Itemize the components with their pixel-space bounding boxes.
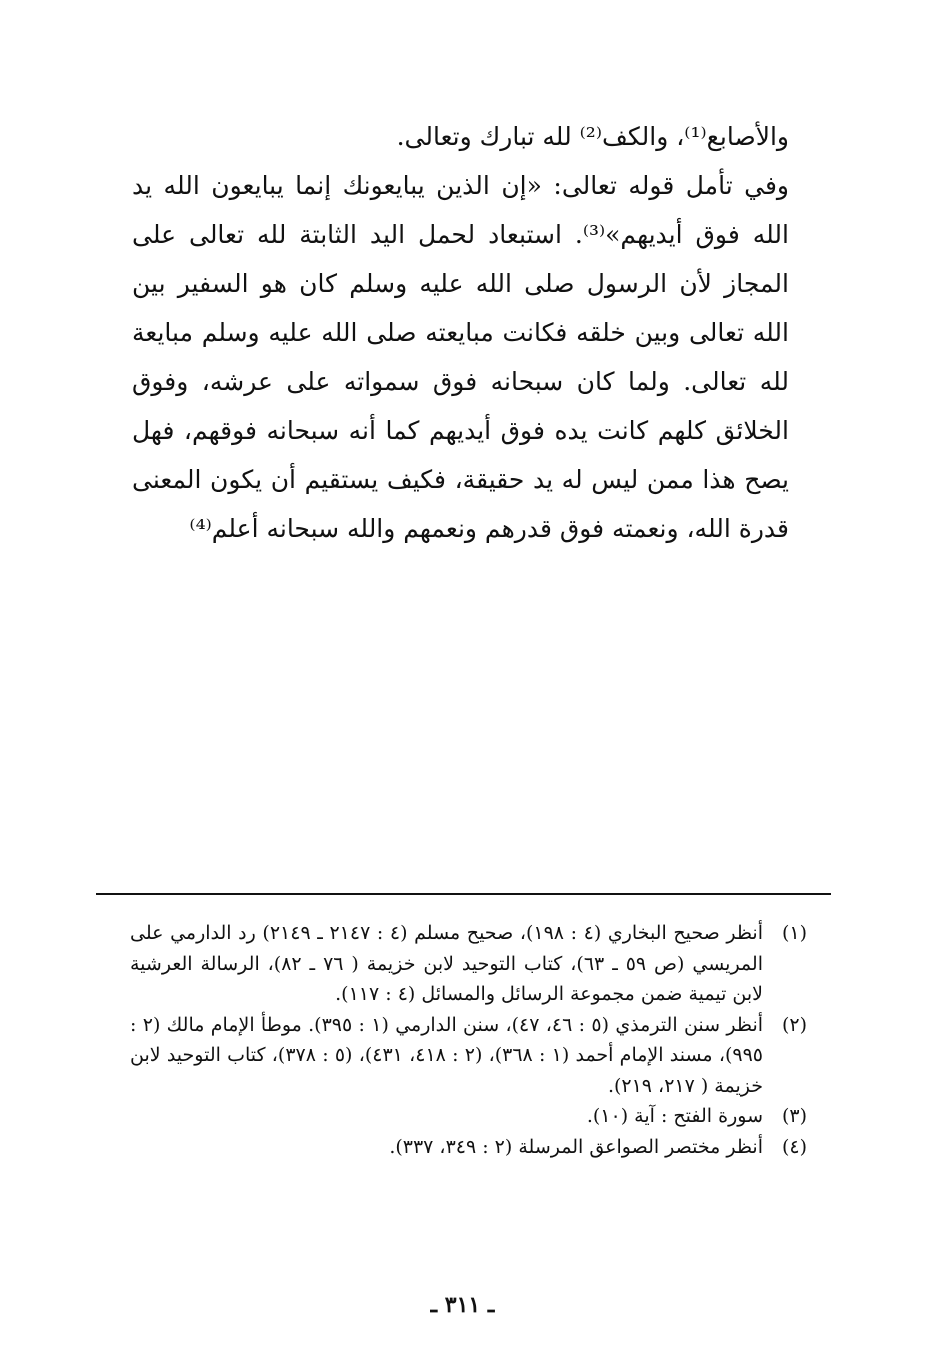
page-number: ـ ٣١١ ـ — [430, 1292, 495, 1318]
footnote-text: أنظر صحيح البخاري (٤ : ١٩٨)، صحيح مسلم (٤ : ٢١٤٧ ـ ٢١٤٩) رد الدارمي على المريسي (ص ٥٩ ـ ٦٣)، كتاب التوحيد لابن خزيمة ( ٧٦ ـ ٨٢)، الرسالة العرشية لابن تيمية ضمن مجموعة الرسائل والمسائل (٤ : ١١٧). — [130, 922, 763, 1005]
main-text — [132, 112, 813, 553]
footnote-text: أنظر سنن الترمذي (٥ : ٤٦، ٤٧)، سنن الدارمي (١ : ٣٩٥). موطأ الإمام مالك (٢ : ٩٩٥)، مسند الإمام أحمد (١ : ٣٦٨)، (٢ : ٤١٨، ٤٣١)، (٥ : ٣٧٨)، كتاب التوحيد لابن خزيمة ( ٢١٧، ٢١٩). — [130, 1013, 764, 1097]
paragraph-1: والأصابع⁽¹⁾، والكف⁽²⁾ لله تبارك وتعالى. — [396, 122, 789, 151]
footnotes — [130, 918, 807, 1162]
footnote-number: (٣) — [781, 1105, 807, 1127]
footnote-1 — [130, 918, 807, 1010]
footnote-3 — [130, 1101, 807, 1132]
paragraph-2: وفي تأمل قوله تعالى: «إن الذين يبايعونك إنما يبايعون الله يد الله فوق أيديهم»⁽³⁾. استبعاد لحمل اليد الثابتة لله تعالى على المجاز لأن الرسول صلى الله عليه وسلم كان هو السفير بين الله تعالى وبين خلقه فكانت مبايعته صلى الله عليه وسلم مبايعة لله تعالى. ولما كان سبحانه فوق سمواته على عرشه، وفوق الخلائق كلهم كانت يده فوق أيديهم كما أنه سبحانه فوقهم، فهل يصح هذا ممن ليس له يد حقيقة، فكيف يستقيم أن يكون المعنى قدرة الله، ونعمته فوق قدرهم ونعمهم والله سبحانه أعلم⁽⁴⁾ — [132, 171, 790, 543]
footnote-2 — [130, 1010, 807, 1102]
footnote-number: (٤) — [781, 1135, 807, 1158]
footnote-text: أنظر مختصر الصواعق المرسلة (٢ : ٣٤٩، ٣٣٧). — [389, 1135, 763, 1158]
footnote-number: (١) — [781, 922, 807, 944]
footnote-4 — [130, 1132, 807, 1163]
footnote-text: سورة الفتح : آية (١٠). — [586, 1105, 763, 1127]
footnote-divider — [96, 893, 831, 895]
footnote-number: (٢) — [781, 1013, 807, 1036]
